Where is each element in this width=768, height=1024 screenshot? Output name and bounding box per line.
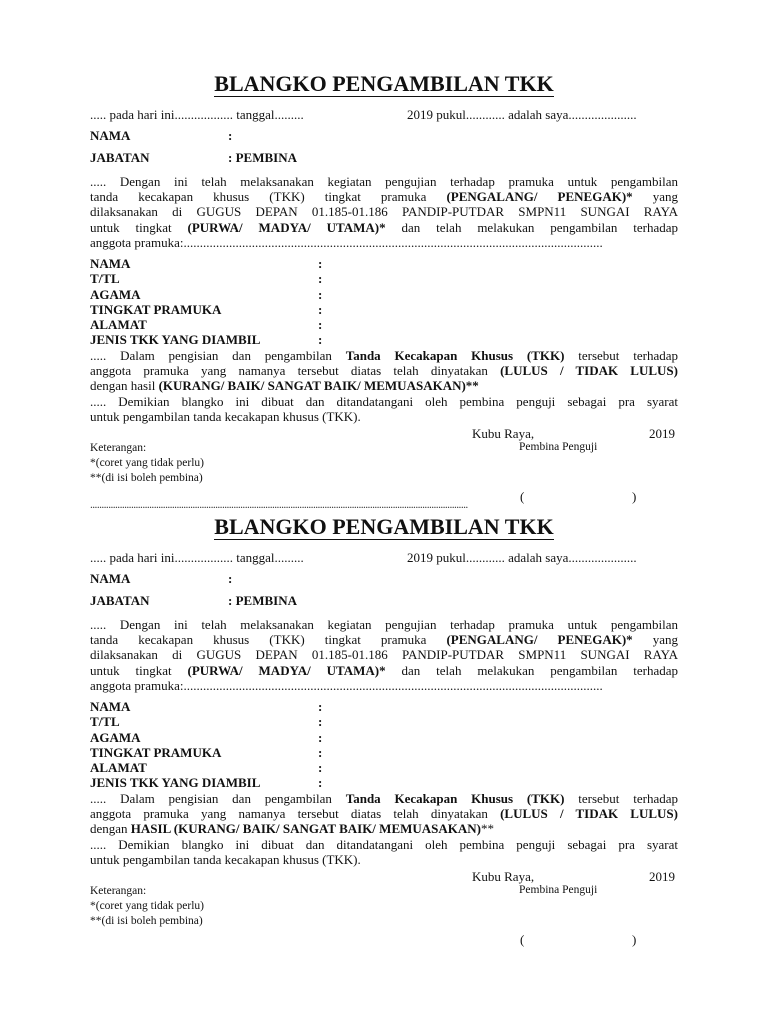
field-row bbox=[90, 744, 323, 760]
text-run: ..... Demikian blangko ini dibuat dan ditandatangani oleh pembina penguji sebagai pra syarat bbox=[90, 836, 678, 852]
text-run: dengan bbox=[90, 821, 131, 837]
field-label: ALAMAT bbox=[90, 317, 147, 333]
paragraph-line bbox=[90, 663, 678, 678]
intro-paragraph bbox=[90, 617, 678, 693]
paragraph-line bbox=[90, 632, 678, 647]
participant-fields bbox=[90, 256, 323, 348]
field-row bbox=[90, 699, 323, 714]
title-text: BLANGKO PENGAMBILAN TKK bbox=[214, 71, 554, 96]
paragraph-line bbox=[90, 409, 678, 424]
date-line-right: 2019 pukul............ adalah saya..................... bbox=[407, 550, 637, 565]
field-label: ALAMAT bbox=[90, 760, 147, 776]
place-label: Kubu Raya, bbox=[472, 426, 535, 441]
paragraph-line bbox=[90, 791, 678, 806]
signature-paren-open: ( bbox=[520, 932, 525, 947]
field-row bbox=[90, 286, 323, 302]
form-title bbox=[0, 70, 768, 98]
notes-label: Keterangan: bbox=[90, 885, 147, 897]
paragraph-line bbox=[90, 852, 678, 867]
text-run: dengan hasil bbox=[90, 378, 159, 394]
signer-label: Pembina Penguji bbox=[519, 441, 598, 453]
bold-run: (LULUS / TIDAK LULUS) bbox=[500, 806, 678, 822]
signature-paren-close: ) bbox=[632, 932, 637, 947]
field-colon: : bbox=[318, 286, 323, 302]
bold-run: (PENGALANG/ PENEGAK)* bbox=[446, 632, 633, 648]
examiner-name-label: NAMA bbox=[90, 571, 131, 586]
date-line-left: ..... pada hari ini.................. tanggal......... bbox=[90, 550, 304, 565]
field-label: T/TL bbox=[90, 714, 120, 730]
bold-run: (PURWA/ MADYA/ UTAMA)* bbox=[187, 662, 386, 678]
title-text: BLANGKO PENGAMBILAN TKK bbox=[214, 514, 554, 539]
field-row bbox=[90, 760, 323, 776]
paragraph-line bbox=[90, 189, 678, 204]
position-value: : PEMBINA bbox=[228, 593, 297, 608]
bold-run: Tanda Kecakapan Khusus (TKK) bbox=[345, 348, 565, 363]
field-row bbox=[90, 332, 323, 348]
text-run: ..... Dengan ini telah melaksanakan kegiatan pengujian terhadap pramuka untuk pengambilan bbox=[90, 617, 678, 632]
field-colon: : bbox=[318, 714, 323, 730]
text-run: tersebut terhadap bbox=[564, 791, 678, 806]
paragraph-line bbox=[90, 348, 678, 363]
paragraph-line bbox=[90, 394, 678, 409]
bold-run: (PENGALANG/ PENEGAK)* bbox=[446, 189, 633, 205]
paragraph-line bbox=[90, 647, 678, 662]
signer-label: Pembina Penguji bbox=[519, 884, 598, 896]
notes-label: Keterangan: bbox=[90, 442, 147, 454]
field-colon: : bbox=[318, 332, 323, 348]
field-colon: : bbox=[318, 256, 323, 271]
text-run: ** bbox=[481, 821, 494, 837]
result-paragraph bbox=[90, 348, 678, 424]
examiner-name-colon: : bbox=[228, 128, 233, 143]
examiner-name-label: NAMA bbox=[90, 128, 131, 143]
bold-run: (PURWA/ MADYA/ UTAMA)* bbox=[187, 219, 386, 235]
tkk-form bbox=[0, 70, 768, 513]
text-run: tersebut terhadap bbox=[564, 348, 678, 363]
text-run: untuk pengambilan tanda kecakapan khusus (TKK). bbox=[90, 408, 361, 424]
bold-run: (LULUS / TIDAK LULUS) bbox=[500, 363, 678, 379]
note-filled: **(di isi boleh pembina) bbox=[90, 915, 203, 927]
field-row bbox=[90, 301, 323, 317]
position-label: JABATAN bbox=[90, 593, 150, 608]
field-colon: : bbox=[318, 317, 323, 333]
field-label: AGAMA bbox=[90, 729, 141, 745]
tkk-form bbox=[0, 513, 768, 956]
examiner-name-colon: : bbox=[228, 571, 233, 586]
field-colon: : bbox=[318, 271, 323, 287]
paragraph-line bbox=[90, 806, 678, 821]
participant-fields bbox=[90, 699, 323, 791]
text-run: untuk tingkat bbox=[90, 219, 188, 235]
field-label: NAMA bbox=[90, 699, 131, 714]
field-colon: : bbox=[318, 760, 323, 776]
position-value: : PEMBINA bbox=[228, 150, 297, 165]
text-run: yang bbox=[632, 632, 678, 648]
signature-paren-close: ) bbox=[632, 489, 637, 504]
field-label: NAMA bbox=[90, 256, 131, 271]
field-label: TINGKAT PRAMUKA bbox=[90, 744, 222, 760]
note-strike: *(coret yang tidak perlu) bbox=[90, 457, 204, 469]
text-run: tanda kecakapan khusus (TKK) tingkat pramuka bbox=[90, 189, 447, 205]
field-row bbox=[90, 317, 323, 333]
text-run: dilaksanakan di GUGUS DEPAN 01.185-01.186 PANDIP-PUTDAR SMPN11 SUNGAI RAYA bbox=[90, 204, 678, 220]
field-label: JENIS TKK YANG DIAMBIL bbox=[90, 332, 261, 348]
result-paragraph bbox=[90, 791, 678, 867]
field-row bbox=[90, 775, 323, 791]
note-strike: *(coret yang tidak perlu) bbox=[90, 900, 204, 912]
year-label: 2019 bbox=[649, 869, 675, 884]
text-run: dan telah melakukan pengambilan terhadap bbox=[385, 219, 679, 235]
text-run: yang bbox=[632, 189, 678, 205]
field-label: T/TL bbox=[90, 271, 120, 287]
form-title bbox=[0, 513, 768, 541]
intro-paragraph bbox=[90, 174, 678, 250]
paragraph-line bbox=[90, 220, 678, 235]
text-run: ..... Dalam pengisian dan pengambilan bbox=[90, 791, 346, 806]
bold-run: HASIL (KURANG/ BAIK/ SANGAT BAIK/ MEMUASAKAN) bbox=[130, 821, 481, 837]
paragraph-line bbox=[90, 363, 678, 378]
field-colon: : bbox=[318, 775, 323, 791]
text-run: anggota pramuka yang namanya tersebut diatas telah dinyatakan bbox=[90, 363, 501, 379]
text-run: ..... Dengan ini telah melaksanakan kegiatan pengujian terhadap pramuka untuk pengambilan bbox=[90, 174, 678, 189]
note-filled: **(di isi boleh pembina) bbox=[90, 472, 203, 484]
field-row bbox=[90, 714, 323, 730]
text-run: ..... Demikian blangko ini dibuat dan ditandatangani oleh pembina penguji sebagai pra syarat bbox=[90, 393, 678, 409]
field-colon: : bbox=[318, 729, 323, 745]
bold-run: (KURANG/ BAIK/ SANGAT BAIK/ MEMUASAKAN)** bbox=[158, 378, 479, 394]
field-colon: : bbox=[318, 744, 323, 760]
paragraph-line bbox=[90, 378, 678, 393]
bold-run: Tanda Kecakapan Khusus (TKK) bbox=[345, 791, 565, 806]
field-row bbox=[90, 256, 323, 271]
text-run: ..... Dalam pengisian dan pengambilan bbox=[90, 348, 346, 363]
paragraph-line bbox=[90, 235, 678, 250]
paragraph-line bbox=[90, 617, 678, 632]
text-run: untuk tingkat bbox=[90, 662, 188, 678]
field-row bbox=[90, 729, 323, 745]
text-run: anggota pramuka yang namanya tersebut diatas telah dinyatakan bbox=[90, 806, 501, 822]
text-run: dilaksanakan di GUGUS DEPAN 01.185-01.186 PANDIP-PUTDAR SMPN11 SUNGAI RAYA bbox=[90, 647, 678, 663]
paragraph-line bbox=[90, 204, 678, 219]
text-run: untuk pengambilan tanda kecakapan khusus (TKK). bbox=[90, 851, 361, 867]
paragraph-line bbox=[90, 837, 678, 852]
date-line-right: 2019 pukul............ adalah saya..................... bbox=[407, 107, 637, 122]
paragraph-line bbox=[90, 174, 678, 189]
position-label: JABATAN bbox=[90, 150, 150, 165]
field-colon: : bbox=[318, 301, 323, 317]
text-run: anggota pramuka:................................................................................................................................. bbox=[90, 234, 603, 250]
field-row bbox=[90, 271, 323, 287]
place-label: Kubu Raya, bbox=[472, 869, 535, 884]
field-label: JENIS TKK YANG DIAMBIL bbox=[90, 775, 261, 791]
text-run: tanda kecakapan khusus (TKK) tingkat pramuka bbox=[90, 632, 447, 648]
field-label: AGAMA bbox=[90, 286, 141, 302]
text-run: anggota pramuka:................................................................................................................................. bbox=[90, 677, 603, 693]
cut-separator: ...................................................................................................................................................................... bbox=[90, 499, 468, 511]
field-label: TINGKAT PRAMUKA bbox=[90, 301, 222, 317]
paragraph-line bbox=[90, 821, 678, 836]
paragraph-line bbox=[90, 678, 678, 693]
signature-paren-open: ( bbox=[520, 489, 525, 504]
date-line-left: ..... pada hari ini.................. tanggal......... bbox=[90, 107, 304, 122]
year-label: 2019 bbox=[649, 426, 675, 441]
text-run: dan telah melakukan pengambilan terhadap bbox=[385, 662, 679, 678]
field-colon: : bbox=[318, 699, 323, 714]
